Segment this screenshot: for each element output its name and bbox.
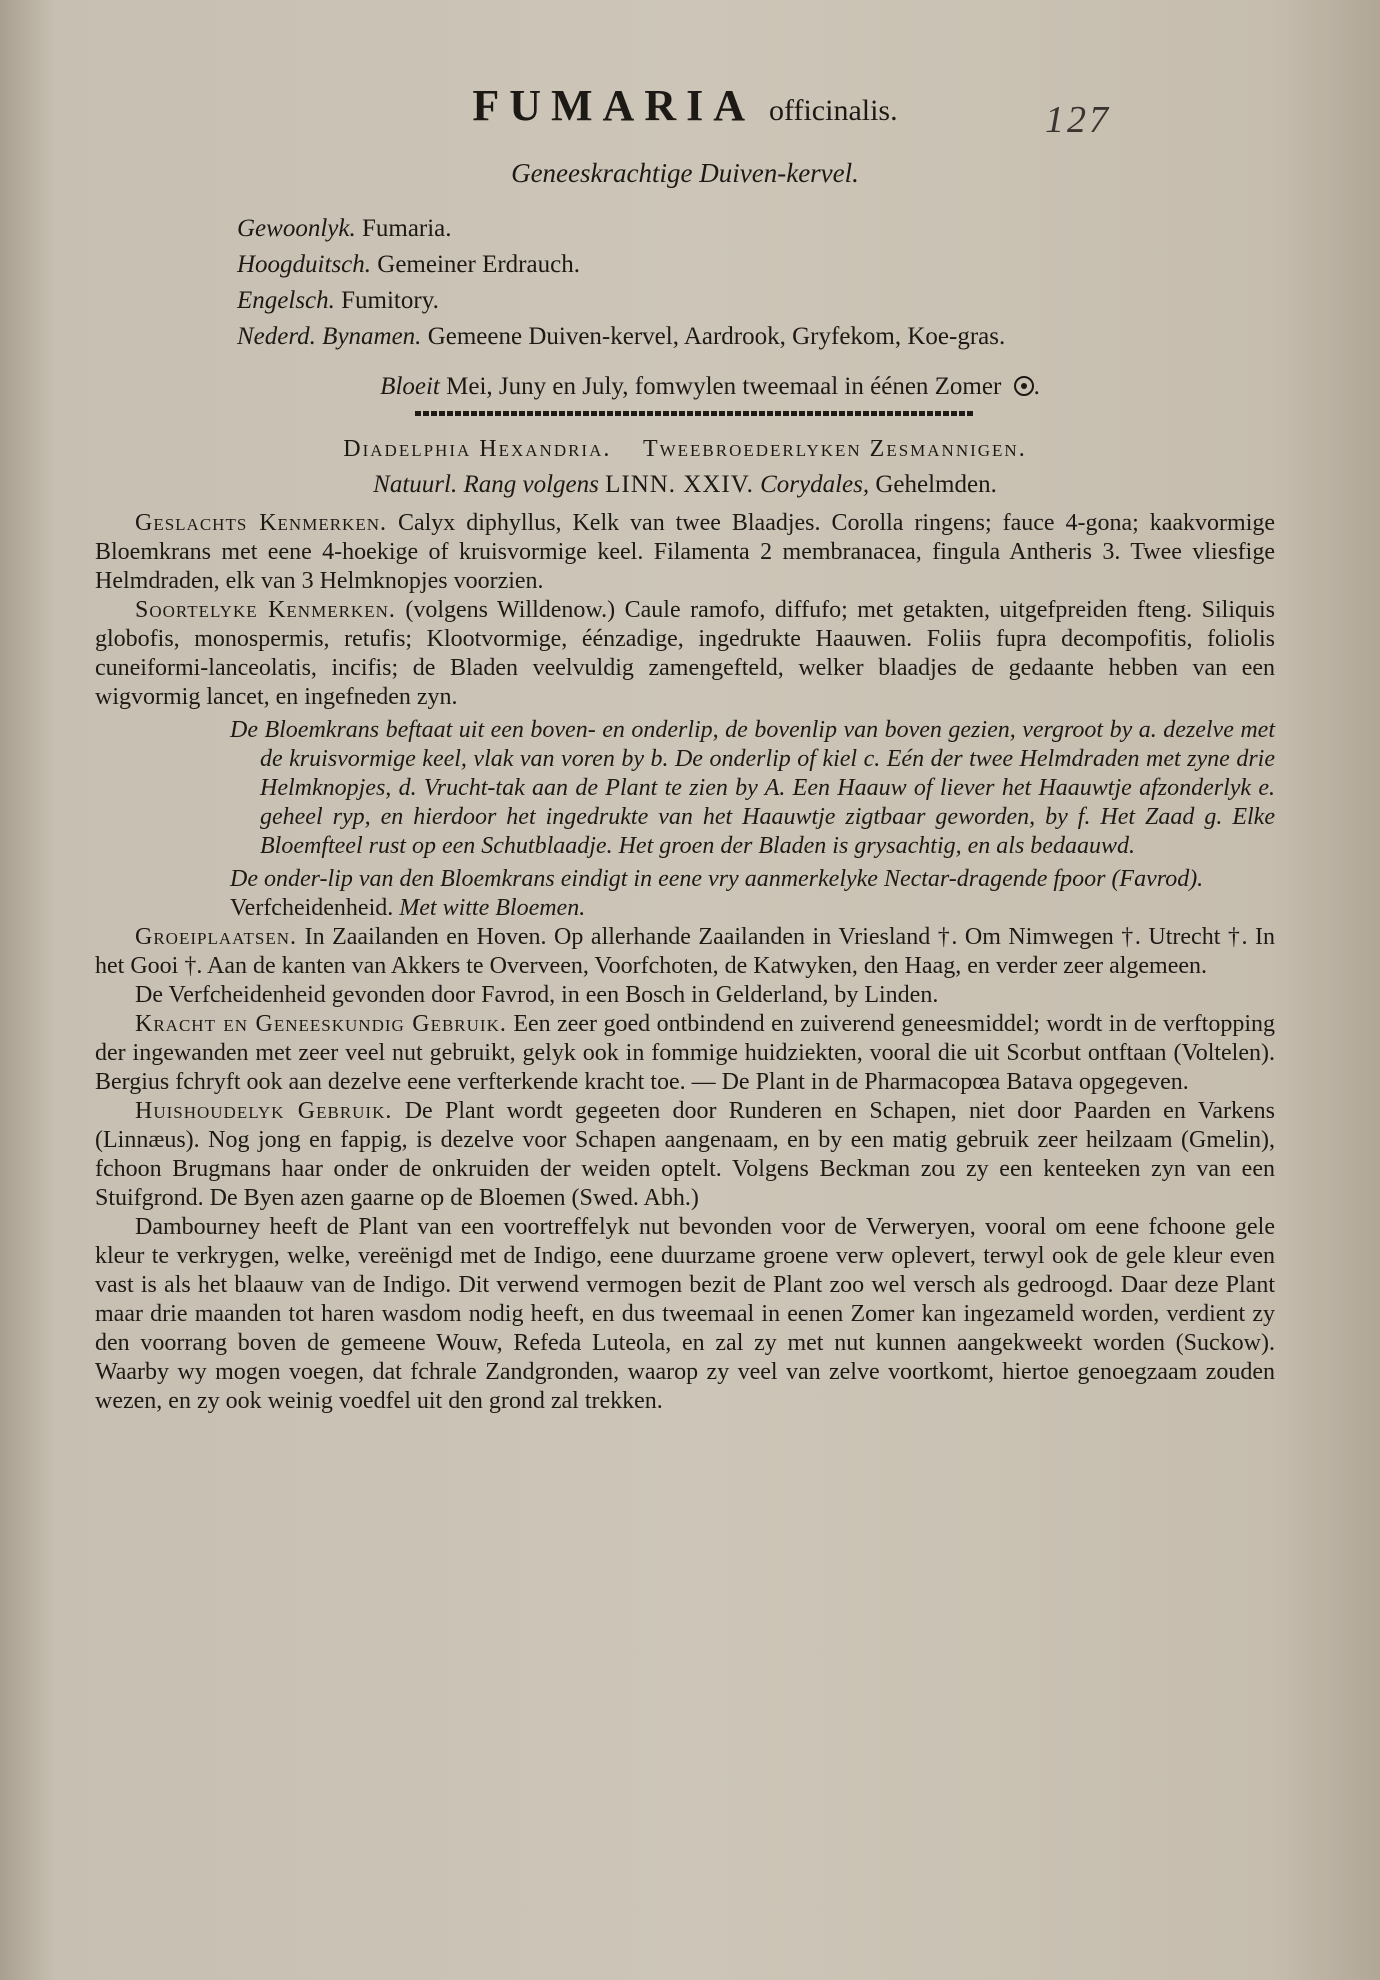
bloom-label: Bloeit bbox=[380, 373, 440, 400]
vernacular-names bbox=[237, 211, 1275, 355]
title-genus: FUMARIA bbox=[472, 81, 756, 130]
text-block bbox=[95, 80, 1275, 1416]
paragraph-groeiplaatsen bbox=[95, 923, 1275, 981]
section-head: Soortelyke Kenmerken. bbox=[135, 597, 396, 623]
section-head: Huishoudelyk Gebruik. bbox=[135, 1098, 393, 1124]
order-label: Natuurl. Rang volgens bbox=[373, 471, 599, 498]
section-head: Kracht en Geneeskundig Gebruik. bbox=[135, 1011, 507, 1037]
note-text: De Bloemkrans beftaat uit een boven- en onderlip, de bovenlip van boven gezien, vergroot by a. dezelve met de kruisvormige keel, vlak van voren by b. De onderlip of kiel c. Eén der twee Helmdraden met zyne drie Helmknopjes, d. Vrucht-tak aan de Plant te zien by A. Een Haauw of liever het Haauwtje afzonderlyk e. geheel ryp, en hierdoor het ingedrukte van het Haauwtje zigtbaar geworden, by f. Het Zaad g. Elke Bloemfteel rust op een Schutblaadje. Het groen der Bladen is grysachtig, en als bedaauwd. bbox=[230, 717, 1275, 859]
variety-line bbox=[230, 894, 1275, 923]
name-value: Fumitory. bbox=[341, 287, 439, 314]
section-body: Calyx diphyllus, Kelk van twee Blaadjes. Corolla ringens; fauce 4-gona; kaakvormige Bloemkrans met eene 4-hoekige of kruisvormige keel. Filamenta 2 membranacea, fingula Antheris 3. Twee vliesfige Helmdraden, elk van 3 Helmknopjes voorzien. bbox=[95, 510, 1276, 594]
handwritten-page-number: 127 bbox=[1045, 99, 1111, 141]
figure-note bbox=[230, 716, 1275, 861]
classification bbox=[95, 436, 1275, 463]
variety-label: Verfcheidenheid. bbox=[230, 895, 394, 921]
section-body: Een zeer goed ontbindend en zuiverend geneesmiddel; wordt in de verftopping der ingewanden met zeer veel nut gebruikt, gelyk ook in fommige huidziekten, vooral die uit Scorbut ontftaan (Voltelen). Bergius fchryft ook aan dezelve eene verfterkende kracht toe. — De Plant in de Pharmacopœa Batava opgegeven. bbox=[95, 1011, 1276, 1095]
natural-order bbox=[95, 471, 1275, 499]
ornamental-rule bbox=[415, 411, 975, 416]
class-dutch: Tweebroederlyken Zesmannigen. bbox=[642, 436, 1027, 462]
name-lang: Engelsch. bbox=[237, 287, 335, 314]
title bbox=[95, 80, 1275, 140]
paragraph-verscheidenheid bbox=[95, 981, 1275, 1010]
name-value: Gemeene Duiven-kervel, Aardrook, Gryfekom, Koe-gras. bbox=[427, 323, 1006, 350]
note-text: De onder-lip van den Bloemkrans eindigt in eene vry aanmerkelyke Nectar-dragende fpoor (Favrod). bbox=[230, 866, 1204, 892]
name-row bbox=[237, 319, 1275, 355]
name-row bbox=[237, 211, 1275, 247]
paragraph-huishoudelyk bbox=[95, 1097, 1275, 1213]
name-row bbox=[237, 247, 1275, 283]
order-name: Corydales, bbox=[760, 471, 870, 498]
name-value: Fumaria. bbox=[361, 215, 452, 242]
subtitle: Geneeskrachtige Duiven-kervel. bbox=[511, 158, 859, 188]
section-body: Dambourney heeft de Plant van een voortreffelyk nut bevonden voor de Verweryen, vooral om eene fchoone gele kleur te verkrygen, welke, vereënigd met de Indigo, eene duurzame groene verw oplevert, terwyl ook de gele kleur even vast is als het blaauw van de Indigo. Dit verwend vermogen bezit de Plant zoo wel versch als gedroogd. Daar deze Plant maar drie maanden tot haren wasdom nodig heeft, en dus tweemaal in eenen Zomer kan ingezameld worden, verdient zy den voorrang boven de gemeene Wouw, Refeda Luteola, en zal zy met nut kunnen aangekweekt worden (Suckow). Waarby wy mogen voegen, dat fchrale Zandgronden, waarop zy veel van zelve voortkomt, hiertoe genoegzaam zouden wezen, en zy ook weinig voedfel uit den grond zal trekken. bbox=[95, 1214, 1275, 1414]
bloom-text: Mei, Juny en July, fomwylen tweemaal in éénen Zomer bbox=[446, 373, 1002, 400]
name-lang: Nederd. Bynamen. bbox=[237, 323, 422, 350]
paragraph-soortelyke bbox=[95, 596, 1275, 712]
name-row bbox=[237, 283, 1275, 319]
section-body: De Plant wordt gegeeten door Runderen en Schapen, niet door Paarden en Varkens (Linnæus). Nog jong en fappig, is dezelve voor Schapen aangenaam, en by een matig gebruik zeer heilzaam (Gmelin), fchoon Brugmans haar onder de onkruiden der weiden optelt. Volgens Beckman zou zy een kenteeken zyn van een Stuifgrond. De Byen azen gaarne op de Bloemen (Swed. Abh.) bbox=[95, 1098, 1276, 1211]
paragraph-geslachts bbox=[95, 509, 1275, 596]
name-lang: Gewoonlyk. bbox=[237, 215, 356, 242]
section-body: (volgens Willdenow.) Caule ramofo, diffufo; met getakten, uitgefpreiden fteng. Siliquis globofis, monospermis, retufis; Klootvormige, éénzadige, ingedrukte Haauwen. Foliis fupra decompofitis, foliolis cuneiformi-lanceolatis, incifis; de Bladen veelvuldig zamengefteld, welker blaadjes de gedaante hebben van een wigvormig lancet, en ingefneden zyn. bbox=[95, 597, 1275, 710]
paragraph-dambourney bbox=[95, 1213, 1275, 1416]
annual-symbol-icon bbox=[1014, 376, 1034, 396]
section-body: De Verfcheidenheid gevonden door Favrod, in een Bosch in Gelderland, by Linden. bbox=[135, 982, 939, 1008]
order-linn: LINN. XXIV. bbox=[605, 471, 754, 498]
section-body: In Zaailanden en Hoven. Op allerhande Zaailanden in Vriesland †. Om Nimwegen †. Utrecht †. In het Gooi †. Aan de kanten van Akkers te Overveen, Voorfchoten, de Katwyken, den Haag, en verder zeer algemeen. bbox=[95, 924, 1276, 979]
section-head: Groeiplaatsen. bbox=[135, 924, 298, 950]
variety-text: Met witte Bloemen. bbox=[399, 895, 586, 921]
paragraph-kracht bbox=[95, 1010, 1275, 1097]
class-latin: Diadelphia Hexandria. bbox=[343, 436, 612, 462]
name-lang: Hoogduitsch. bbox=[237, 251, 372, 278]
title-species: officinalis. bbox=[769, 94, 898, 127]
nectar-note bbox=[230, 865, 1275, 894]
name-value: Gemeiner Erdrauch. bbox=[377, 251, 580, 278]
section-head: Geslachts Kenmerken. bbox=[135, 510, 387, 536]
bloom-line: Bloeit Mei, Juny en July, fomwylen tweemaal in éénen Zomer . bbox=[380, 373, 1040, 400]
order-dutch: Gehelmden. bbox=[875, 471, 997, 498]
